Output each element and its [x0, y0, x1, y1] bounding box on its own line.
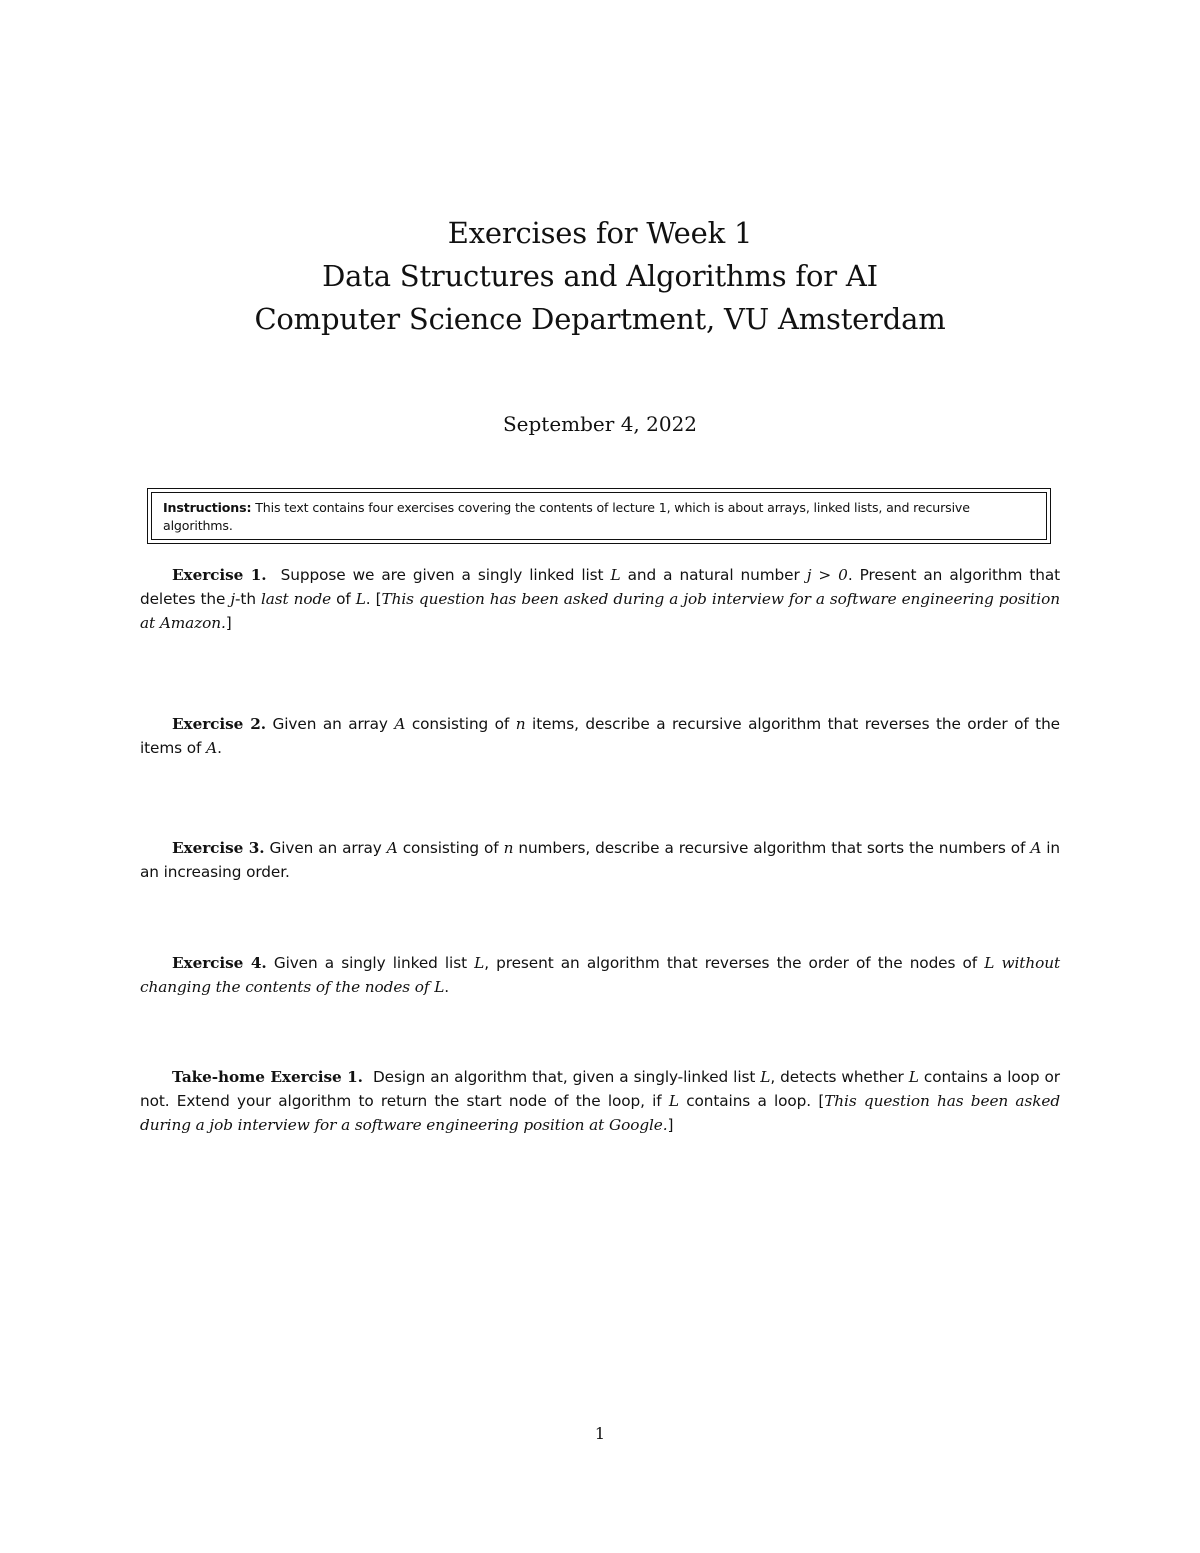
instructions-label: Instructions:	[163, 500, 252, 515]
title-line-week: Exercises for Week 1	[447, 216, 753, 250]
document-title	[0, 212, 1200, 341]
exercise-text: ]	[667, 1116, 674, 1134]
exercise-text: , present an algorithm that reverses the order of the nodes of	[484, 954, 985, 972]
math-var: L	[355, 590, 366, 608]
exercise-text: contains a loop. [	[678, 1092, 825, 1110]
exercise-text: and a natural number	[620, 566, 807, 584]
exercise-text: of	[331, 590, 356, 608]
exercise-text: consisting of	[405, 715, 516, 733]
take-home-exercise-1	[140, 1065, 1060, 1137]
math-var: A	[206, 739, 218, 757]
exercise-text: .	[444, 978, 450, 996]
title-line-department: Computer Science Department, VU Amsterdam	[254, 302, 946, 336]
math-var: L	[760, 1068, 771, 1086]
exercise-2	[140, 712, 1060, 760]
exercise-text: consisting of	[397, 839, 504, 857]
document-date: September 4, 2022	[502, 412, 698, 436]
exercise-text: Given a singly linked list	[273, 954, 475, 972]
page-number: 1	[594, 1424, 606, 1443]
math-var: n	[515, 715, 526, 733]
math-var: A	[394, 715, 406, 733]
exercise-text: . Present an algorithm that deletes the	[140, 566, 1060, 608]
exercise-text: . [	[365, 590, 382, 608]
exercise-1	[140, 563, 1060, 635]
exercise-text: Design an algorithm that, given a singly-linked list	[373, 1068, 761, 1086]
exercise-text: Given an array	[269, 839, 387, 857]
exercise-4	[140, 951, 1060, 999]
title-line-course: Data Structures and Algorithms for AI	[322, 259, 878, 293]
exercise-text: Suppose we are given a singly linked list	[280, 566, 611, 584]
math-var: A	[386, 839, 398, 857]
exercise-text	[994, 954, 1001, 972]
exercise-text: .	[217, 739, 222, 757]
interview-note: This question has been asked during a job interview for a software engineering position at Google.	[140, 1092, 1061, 1134]
exercise-text: contains a loop or not. Extend your algorithm to return the start node of the loop, if	[140, 1068, 1061, 1110]
math-var: L	[908, 1068, 919, 1086]
exercise-label: Take-home Exercise 1.	[172, 1068, 363, 1086]
math-var: A	[1030, 839, 1042, 857]
exercise-label: Exercise 1.	[172, 566, 267, 584]
exercise-label: Exercise 4.	[172, 954, 267, 972]
math-expression: j > 0	[806, 566, 848, 584]
exercise-text: -th	[235, 590, 261, 608]
exercise-text: , detects whether	[770, 1068, 909, 1086]
math-var: L	[668, 1092, 679, 1110]
math-var: n	[503, 839, 514, 857]
exercise-text: Given an array	[272, 715, 395, 733]
instructions-box	[147, 488, 1051, 544]
instructions-text: This text contains four exercises covering the contents of lecture 1, which is about arrays, linked lists, and recursive algorithms.	[163, 500, 970, 533]
emphasis-text: last node	[260, 590, 332, 608]
math-var: L	[610, 566, 621, 584]
interview-note: This question has been asked during a job interview for a software engineering position at Amazon.	[140, 590, 1060, 632]
emphasis-text: without changing the contents of the nodes of L	[140, 954, 1060, 996]
exercise-label: Exercise 3.	[172, 839, 265, 857]
exercise-text: numbers, describe a recursive algorithm that sorts the numbers of	[513, 839, 1031, 857]
instructions-box-inner	[151, 492, 1047, 540]
exercise-label: Exercise 2.	[172, 715, 266, 733]
exercise-3	[140, 836, 1060, 884]
exercise-text: items, describe a recursive algorithm that reverses the order of the items of	[140, 715, 1060, 757]
exercise-text: in an increasing order.	[140, 839, 1061, 881]
exercise-text: ]	[225, 614, 232, 632]
math-var: L	[474, 954, 485, 972]
math-var: j	[230, 590, 235, 608]
math-var: L	[984, 954, 995, 972]
